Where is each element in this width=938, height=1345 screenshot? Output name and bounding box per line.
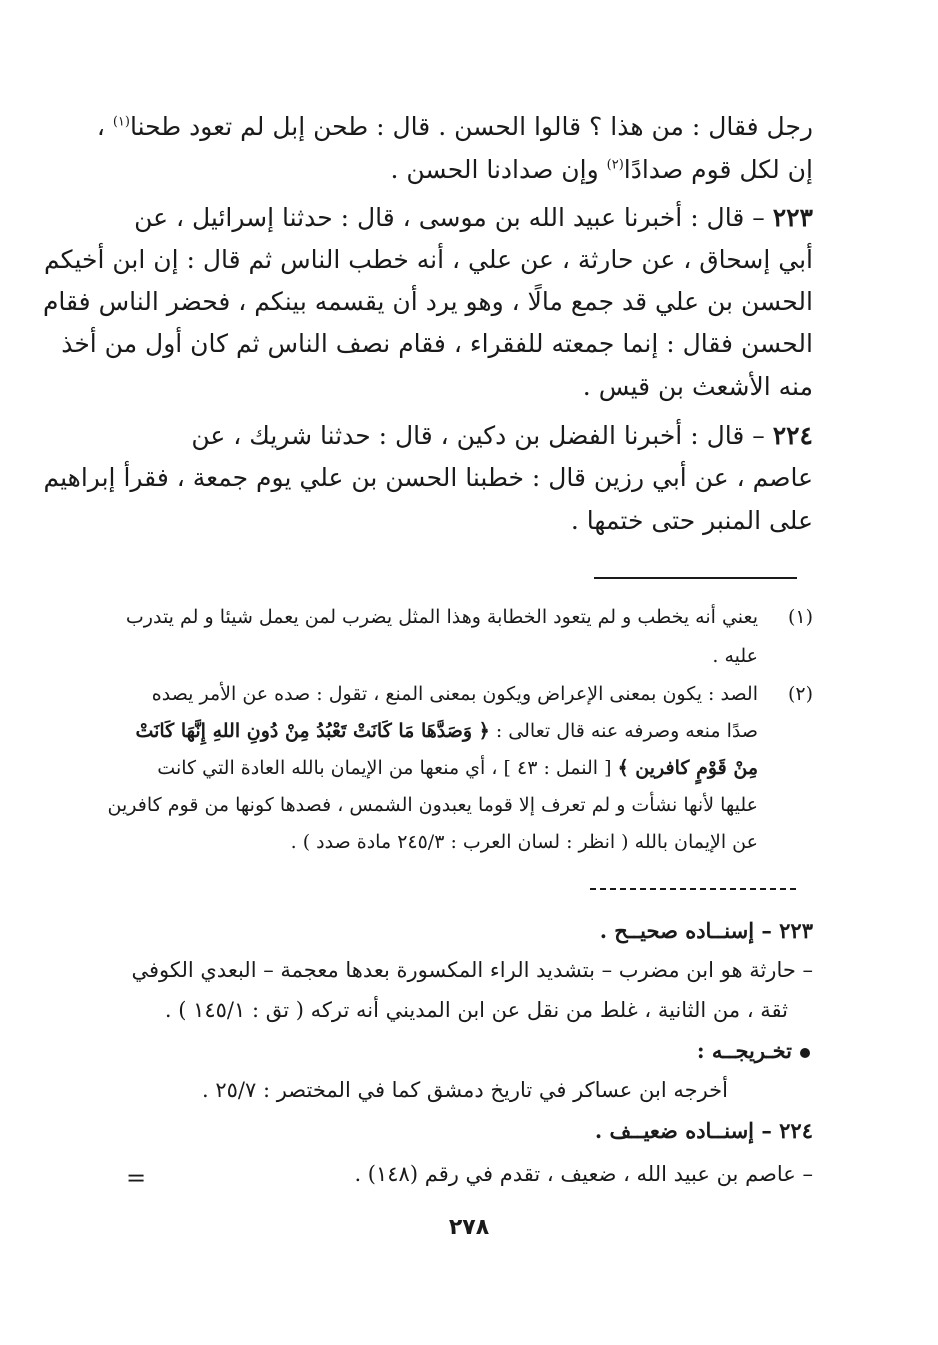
text-run: تخـريجــه : <box>696 1038 792 1063</box>
appendix-223-line-1: – حارثة هو ابن مضرب – بتشديد الراء المكسورة بعدها معجمة – البعدي الكوفي <box>131 958 813 982</box>
appendix-223-heading: ٢٢٣ – إسنــاده صحيــح . <box>599 918 813 943</box>
footnote-2-line-2 <box>135 720 758 742</box>
paragraph-224-line-2: عاصم ، عن أبي رزين قال : خطبنا الحسن بن علي يوم جمعة ، فقرأ إبراهيم <box>43 463 813 492</box>
takhrij-line-1: أخرجه ابن عساكر في تاريخ دمشق كما في المختصر : ٢٥/٧ . <box>202 1078 728 1102</box>
page-number: ٢٧٨ <box>448 1215 490 1240</box>
quran-verse: مِنْ قَوْمٍ كافرين ﴾ <box>617 757 758 779</box>
footnote-2-number: (٢) <box>787 683 813 705</box>
text-run: – قال : أخبرنا عبيد الله بن موسى ، قال : حدثنا إسرائيل ، عن <box>134 203 765 232</box>
footnote-ref-2[interactable]: (٢) <box>606 157 624 173</box>
paragraph-223-line-1 <box>134 203 813 232</box>
footnote-2-line-4: عليها لأنها نشأت و لم تعرف إلا قوما يعبدون الشمس ، فصدها كونها من قوم كافرين <box>107 794 758 816</box>
takhrij-heading <box>697 1038 810 1063</box>
paragraph-223-line-2: أبي إسحاق ، عن حارثة ، عن علي ، أنه خطب الناس ثم قال : إن ابن أخيكم <box>44 245 813 274</box>
bullet-icon <box>800 1048 810 1058</box>
footnote-2-line-3 <box>157 757 758 779</box>
paragraph-224-line-1 <box>191 421 813 450</box>
footnote-2-line-1: الصد : يكون بمعنى الإعراض ويكون بمعنى المنع ، تقول : صده عن الأمر يصده <box>151 683 758 705</box>
appendix-224-heading: ٢٢٤ – إسنــاده ضعيــف . <box>594 1118 813 1143</box>
text-run: رجل فقال : من هذا ؟ قالوا الحسن . قال : طحن إبل لم تعود طحنا <box>129 112 813 141</box>
paragraph-number: ٢٢٤ <box>772 421 813 450</box>
text-run: ، <box>96 112 105 141</box>
paragraph-223-line-5: منه الأشعث بن قيس . <box>582 372 813 401</box>
footnote-2-line-5: عن الإيمان بالله ( انظر : لسان العرب : ٢٤٥/٣ مادة صدد ) . <box>290 831 758 853</box>
main-line-2 <box>390 155 813 184</box>
appendix-separator <box>590 888 796 890</box>
text-run: – قال : أخبرنا الفضل بن دكين ، قال : حدثنا شريك ، عن <box>191 421 765 450</box>
text-run: وإن صدادنا الحسن . <box>390 155 599 184</box>
text-run: صدًا منعه وصرفه عنه قال تعالى : <box>495 720 758 742</box>
paragraph-223-line-4: الحسن فقال : إنما جمعته للفقراء ، فقام نصف الناس ثم كان أول من أخذ <box>61 329 813 358</box>
footnote-1-line-2: عليه . <box>712 645 758 667</box>
footnote-ref-1[interactable]: (١) <box>112 114 130 130</box>
appendix-224-line-1: – عاصم بن عبيد الله ، ضعيف ، تقدم في رقم (١٤٨) . <box>354 1162 813 1186</box>
paragraph-223-line-3: الحسن بن علي قد جمع مالًا ، وهو يرد أن يقسمه بينكم ، فحضر الناس فقام <box>42 287 813 316</box>
footnote-1-line-1: يعني أنه يخطب و لم يتعود الخطابة وهذا المثل يضرب لمن يعمل شيئا و لم يتدرب <box>125 606 758 628</box>
text-run: إن لكل قوم صدادًا <box>623 155 813 184</box>
paragraph-number: ٢٢٣ <box>772 203 813 232</box>
paragraph-224-line-3: على المنبر حتى ختمها . <box>570 506 813 535</box>
continuation-mark: = <box>126 1164 147 1192</box>
footnote-separator <box>594 577 797 579</box>
text-run: [ النمل : ٤٣ ] ، أي منعها من الإيمان بالله العادة التي كانت <box>157 757 612 779</box>
quran-verse: ﴿ وَصَدَّهَا مَا كَانَتْ تَعْبُدُ مِنْ دُونِ اللهِ إِنَّهَا كَانَتْ <box>135 720 490 742</box>
appendix-223-line-2: ثقة ، من الثانية ، غلط من نقل عن ابن المديني أنه تركه ( تق : ١٤٥/١ ) . <box>164 998 788 1022</box>
main-line-1 <box>97 112 813 141</box>
footnote-1-number: (١) <box>787 606 813 628</box>
